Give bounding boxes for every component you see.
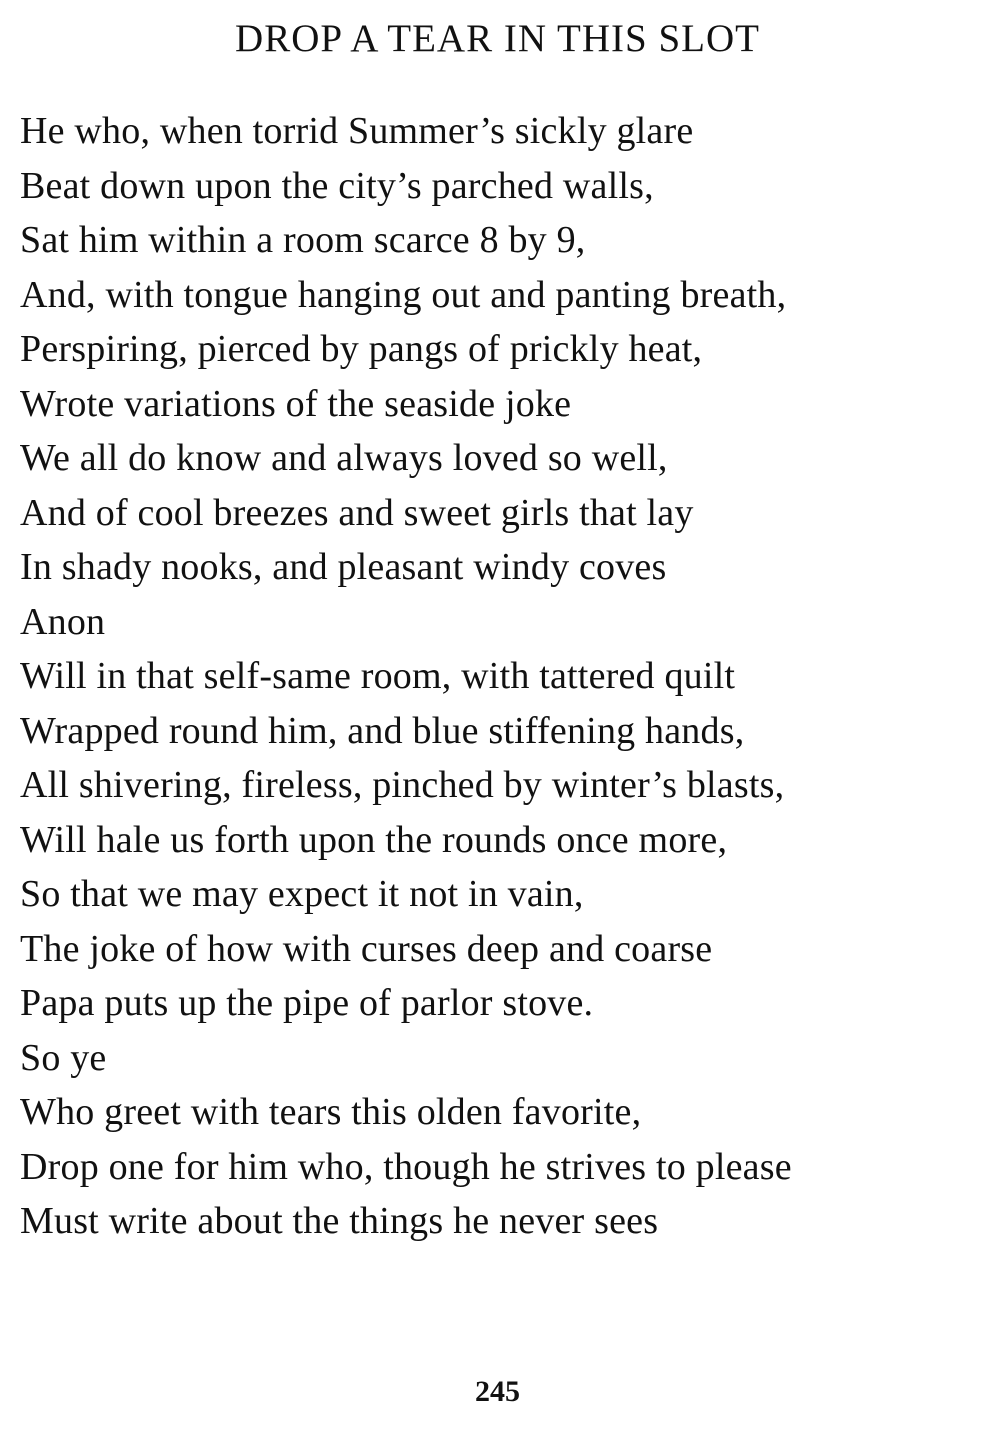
- poem-line: In shady nooks, and pleasant windy coves: [20, 546, 667, 588]
- poem-line: So that we may expect it not in vain,: [20, 873, 584, 915]
- poem-line: Wrote variations of the seaside joke: [20, 382, 572, 425]
- poem-line: All shivering, fireless, pinched by winter’s blasts,: [20, 764, 785, 806]
- poem-line: And of cool breezes and sweet girls that lay: [20, 491, 694, 534]
- poem-line: Anon: [20, 600, 106, 643]
- poem-line: Must write about the things he never sees: [20, 1200, 659, 1242]
- poem-line: So ye: [20, 1036, 107, 1079]
- poem-line: Drop one for him who, though he strives to please: [20, 1145, 792, 1188]
- poem-body: [20, 104, 985, 1249]
- poem-line: And, with tongue hanging out and panting breath,: [20, 273, 787, 316]
- page-number: 245: [475, 1375, 520, 1408]
- poem-line: Sat him within a room scarce 8 by 9,: [20, 219, 586, 261]
- poem-line: Wrapped round him, and blue stiffening hands,: [20, 709, 745, 752]
- poem-line: The joke of how with curses deep and coarse: [20, 927, 713, 970]
- poem-line: Will hale us forth upon the rounds once more,: [20, 818, 728, 861]
- poem-line: He who, when torrid Summer’s sickly glare: [20, 110, 694, 152]
- poem-line: Will in that self-same room, with tattered quilt: [20, 655, 736, 697]
- poem-line: Who greet with tears this olden favorite,: [20, 1091, 642, 1133]
- poem-line: Beat down upon the city’s parched walls,: [20, 164, 654, 207]
- poem-line: Papa puts up the pipe of parlor stove.: [20, 982, 594, 1024]
- poem-line: Perspiring, pierced by pangs of prickly heat,: [20, 328, 703, 370]
- poem-line: We all do know and always loved so well,: [20, 437, 668, 479]
- poem-title: DROP A TEAR IN THIS SLOT: [235, 17, 760, 60]
